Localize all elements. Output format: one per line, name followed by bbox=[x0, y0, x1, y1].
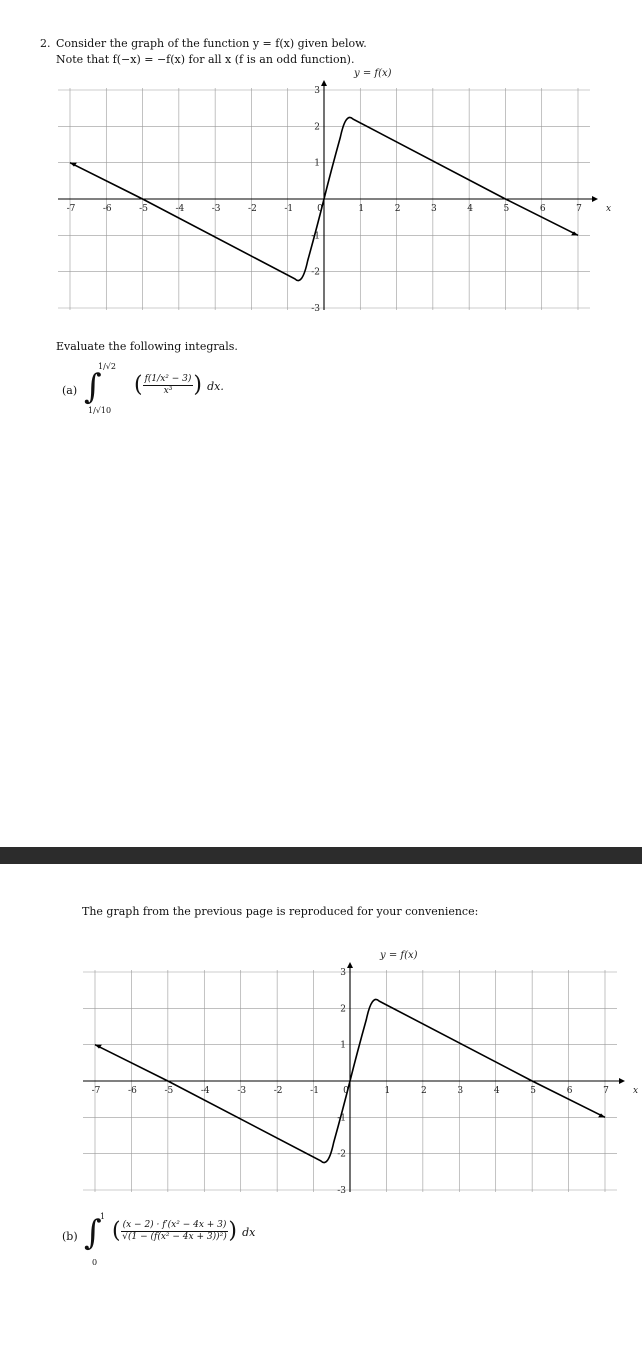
x-tick-label: 2 bbox=[394, 204, 401, 214]
x-axis-label: x bbox=[633, 1086, 639, 1096]
y-tick-label: 2 bbox=[314, 122, 320, 133]
integral-sign: ∫ bbox=[84, 367, 102, 407]
x-tick-label: -6 bbox=[102, 204, 112, 214]
part-a-denominator: x³ bbox=[163, 386, 173, 396]
problem-statement-line1: Consider the graph of the function y = f(x) given below. bbox=[56, 37, 367, 50]
x-tick-label: -5 bbox=[164, 1086, 174, 1096]
graph-bottom bbox=[0, 940, 642, 1205]
part-a-label: (a) bbox=[62, 384, 78, 397]
x-tick-label: 3 bbox=[430, 204, 437, 214]
x-tick-label: 4 bbox=[467, 204, 474, 214]
graph-title: y = f(x) bbox=[380, 950, 418, 961]
y-tick-label: 1 bbox=[340, 1040, 346, 1051]
part-b-lower-limit: 0 bbox=[92, 1258, 98, 1267]
x-tick-label: 1 bbox=[384, 1086, 391, 1096]
y-tick-label: 3 bbox=[340, 968, 346, 978]
part-a-upper-limit: 1/√2 bbox=[98, 362, 116, 371]
y-tick-label: -3 bbox=[337, 1186, 346, 1196]
part-a-numerator: f(1/x² − 3) bbox=[144, 374, 192, 384]
x-tick-label: -6 bbox=[128, 1086, 137, 1096]
x-tick-label: 1 bbox=[358, 204, 365, 214]
y-tick-label: -1 bbox=[311, 231, 320, 242]
x-tick-label: -2 bbox=[248, 204, 257, 214]
x-tick-label: 4 bbox=[493, 1086, 500, 1096]
x-tick-label: 5 bbox=[503, 204, 510, 214]
x-tick-label: -3 bbox=[211, 204, 221, 214]
y-tick-label: 3 bbox=[314, 86, 320, 96]
x-tick-label: -7 bbox=[66, 204, 76, 214]
part-b-upper-limit: 1 bbox=[100, 1212, 106, 1221]
part-b-numerator: (x − 2) · f′(x² − 4x + 3) bbox=[122, 1220, 227, 1230]
part-b-integral bbox=[62, 1212, 382, 1272]
x-tick-label: 5 bbox=[530, 1086, 537, 1096]
x-tick-label: 0 bbox=[317, 204, 323, 214]
y-tick-label: 1 bbox=[314, 158, 320, 169]
x-tick-label: -1 bbox=[284, 204, 294, 214]
part-b-label: (b) bbox=[62, 1230, 78, 1243]
x-tick-label: 0 bbox=[343, 1086, 349, 1096]
graph-title: y = f(x) bbox=[354, 68, 392, 79]
y-tick-label: -1 bbox=[337, 1113, 346, 1124]
part-a-integral bbox=[62, 362, 322, 422]
x-tick-label: 2 bbox=[420, 1086, 427, 1096]
part-b-differential: dx bbox=[242, 1226, 256, 1239]
y-tick-label: 2 bbox=[340, 1004, 346, 1015]
x-tick-label: -4 bbox=[200, 1086, 210, 1096]
y-axis-arrow bbox=[347, 962, 353, 968]
page-divider bbox=[0, 847, 642, 864]
x-tick-label: -2 bbox=[273, 1086, 283, 1096]
part-a-lower-limit: 1/√10 bbox=[88, 406, 112, 415]
x-axis-arrow bbox=[619, 1078, 625, 1084]
y-axis-arrow bbox=[321, 80, 327, 86]
x-tick-label: -5 bbox=[139, 204, 148, 214]
instruction-text: Evaluate the following integrals. bbox=[56, 340, 238, 353]
problem-number: 2. bbox=[40, 37, 51, 50]
x-tick-label: 7 bbox=[603, 1086, 609, 1096]
x-axis-label: x bbox=[606, 204, 612, 214]
y-tick-label: -2 bbox=[337, 1149, 346, 1160]
x-tick-label: 6 bbox=[566, 1086, 573, 1096]
part-a-integrand: ( $\frac{\text{f(1/x² − 3)}}{\text{x³}}$ ) dx. bbox=[134, 372, 224, 398]
page2-caption: The graph from the previous page is reproduced for your convenience: bbox=[82, 905, 479, 918]
problem-statement-line2: Note that f(−x) = −f(x) for all x (f is an odd function). bbox=[56, 53, 355, 66]
y-tick-label: -3 bbox=[311, 304, 320, 314]
part-a-differential: dx. bbox=[207, 380, 224, 393]
x-tick-label: -4 bbox=[175, 204, 185, 214]
y-tick-label: -2 bbox=[311, 267, 320, 278]
x-tick-label: 7 bbox=[576, 204, 582, 214]
part-b-integrand: ( $\frac{\text{(x − 2) · f′(x² − 4x + 3)}}{\text{√(1 − (f(x² − 4x + 3))²)}}$ ) dx bbox=[112, 1218, 256, 1244]
integral-sign: ∫ bbox=[84, 1213, 102, 1253]
x-tick-label: -3 bbox=[237, 1086, 247, 1096]
x-axis-arrow bbox=[592, 196, 598, 202]
x-tick-label: 6 bbox=[539, 204, 546, 214]
graph-top bbox=[0, 60, 642, 325]
x-tick-label: -7 bbox=[91, 1086, 101, 1096]
part-b-denominator: √(1 − (f(x² − 4x + 3))²) bbox=[122, 1232, 227, 1242]
x-tick-label: -1 bbox=[310, 1086, 319, 1096]
x-tick-label: 3 bbox=[457, 1086, 464, 1096]
